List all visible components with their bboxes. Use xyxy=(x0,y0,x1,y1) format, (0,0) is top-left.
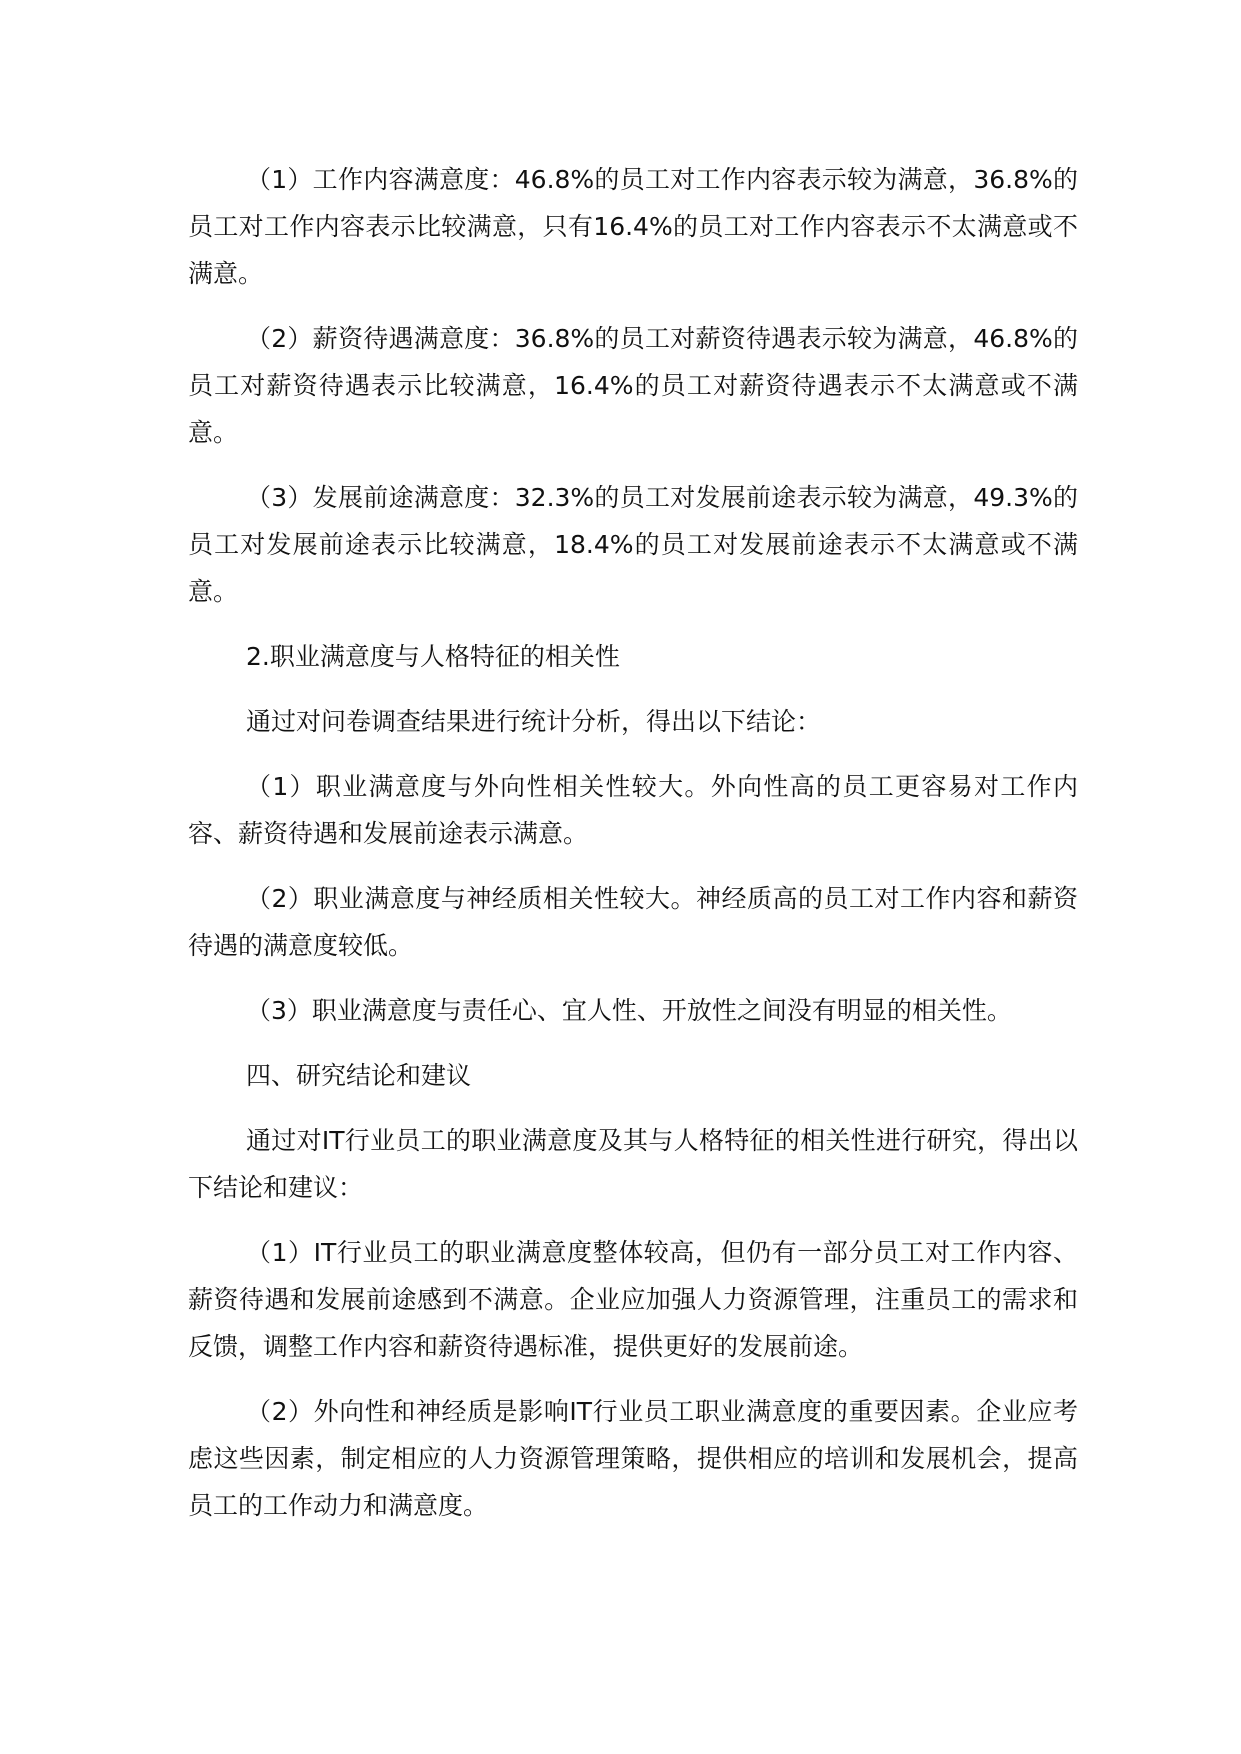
paragraph-conclusion-2: （2）外向性和神经质是影响IT行业员工职业满意度的重要因素。企业应考虑这些因素，制定相应的人力资源管理策略，提供相应的培训和发展机会，提高员工的工作动力和满意度。 xyxy=(188,1397,1078,1520)
paragraph-salary-satisfaction: （2）薪资待遇满意度：36.8%的员工对薪资待遇表示较为满意，46.8%的员工对薪资待遇表示比较满意，16.4%的员工对薪资待遇表示不太满意或不满意。 xyxy=(188,324,1078,447)
section-heading-conclusions: 四、研究结论和建议 xyxy=(246,1061,472,1090)
section-heading-correlation: 2.职业满意度与人格特征的相关性 xyxy=(246,642,620,671)
paragraph-other-traits: （3）职业满意度与责任心、宜人性、开放性之间没有明显的相关性。 xyxy=(246,996,1012,1025)
paragraph-extraversion: （1）职业满意度与外向性相关性较大。外向性高的员工更容易对工作内容、薪资待遇和发展前途表示满意。 xyxy=(188,772,1078,848)
paragraph-career-prospect-satisfaction: （3）发展前途满意度：32.3%的员工对发展前途表示较为满意，49.3%的员工对发展前途表示比较满意，18.4%的员工对发展前途表示不太满意或不满意。 xyxy=(188,483,1078,606)
paragraph-analysis-intro: 通过对问卷调查结果进行统计分析，得出以下结论： xyxy=(246,707,822,736)
paragraph-conclusions-intro: 通过对IT行业员工的职业满意度及其与人格特征的相关性进行研究，得出以下结论和建议： xyxy=(188,1126,1078,1202)
paragraph-neuroticism: （2）职业满意度与神经质相关性较大。神经质高的员工对工作内容和薪资待遇的满意度较低。 xyxy=(188,884,1078,960)
document-body xyxy=(188,156,1078,1547)
paragraph-work-content-satisfaction: （1）工作内容满意度：46.8%的员工对工作内容表示较为满意，36.8%的员工对工作内容表示比较满意，只有16.4%的员工对工作内容表示不太满意或不满意。 xyxy=(188,165,1078,288)
paragraph-conclusion-1: （1）IT行业员工的职业满意度整体较高，但仍有一部分员工对工作内容、薪资待遇和发展前途感到不满意。企业应加强人力资源管理，注重员工的需求和反馈，调整工作内容和薪资待遇标准，提供更好的发展前途。 xyxy=(188,1238,1078,1361)
